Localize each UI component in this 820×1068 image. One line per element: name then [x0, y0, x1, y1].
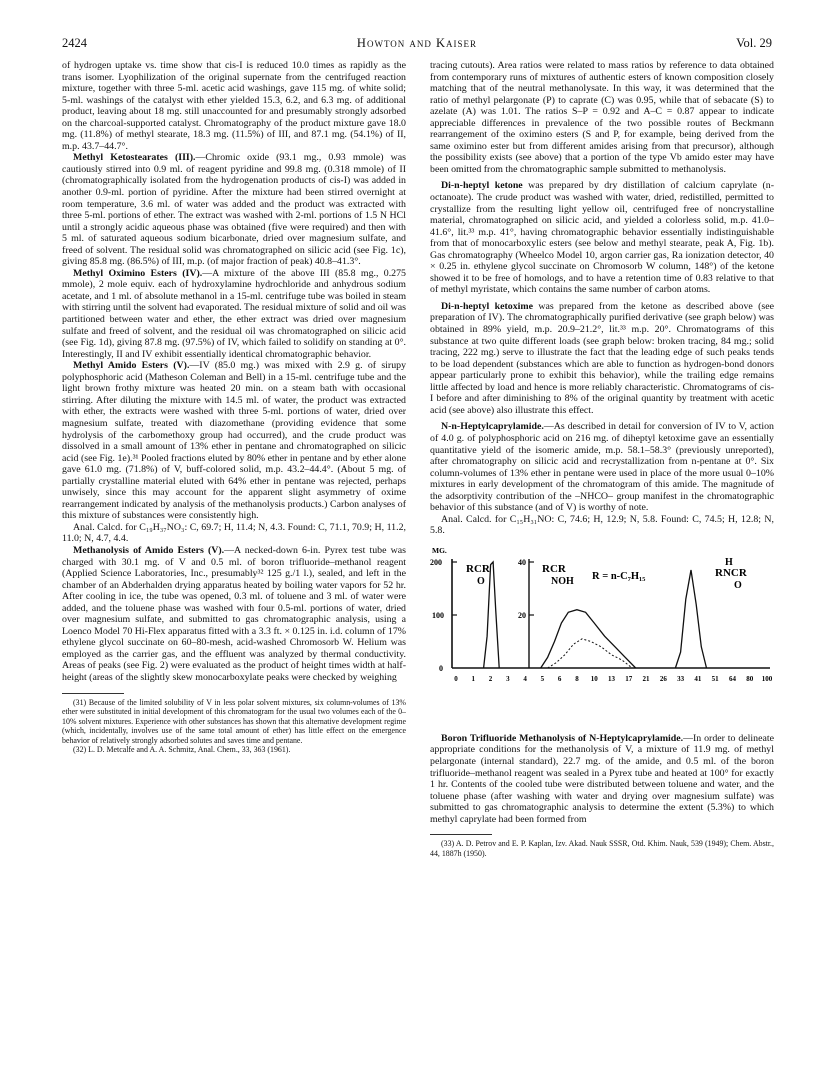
paragraph: of hydrogen uptake vs. time show that cis-I is reduced 10.0 times as rapidly as the trans isomer. Lyophilization of the original supernate from the centrifuged reaction mixture, together with three 5-ml. acetic acid washings, gave 115 mg. of white solid; 5-ml. washings of the catalyst with ether yielded 15.3, 6.2, and 6.3 mg. of additional product, leaving about 18 mg. still unaccounted for and presumably strongly adsorbed on the charcoal-supported catalyst. Chromatography of the product mixture gave 18.0 mg. (11.8%) of methyl stearate, 18.3 mg. (11.5%) of III, and 87.1 mg. (54.1%) of II, m.p. 43.7–44.7°. [62, 60, 406, 152]
paragraph-text: —IV (85.0 mg.) was mixed with 2.9 g. of sirupy polyphosphoric acid (Matheson Coleman and Bell) in a 15-ml. centrifuge tube and the light brown frothy mixture was heated 20 min. on a steam bath with occasional stirring. After diluting the mixture with 14.5 ml. of water, the product was extracted with ether, the extracts were washed with three 5-ml. portions of water, dried over magnesium sulfate, treated with diazomethane (providing evidence that some hydrolysis of the carbomethoxy group had occurred), and the crude product was dissolved in a small amount of 13% ether in pentane and chromatographed on silicic acid (see Fig. 1e).³¹ Pooled fractions eluted by 80% ether in pentane and by ether alone gave 61.0 mg. (71.8%) of V, buff-colored solid, m.p. 43.2–44.4°. (About 5 mg. of partially crystalline material eluted with 64% ether in pentane was rejected, perhaps unwisely, since this may account for the apparent slight asymmetry of oxime rearrangement indicated by analysis of the methanolysis products.) Carbon analyses of this mixture of substances were consistently high. [62, 360, 407, 522]
y-unit-label: MG. [432, 545, 447, 555]
paragraph-text: —In order to delineate appropriate conditions for the methanolysis of V, a mixture of 11.9 mg. of methyl pelargonate (internal standard), 22.7 mg. of the amide, and 0.5 ml. of the boron trifluoride–methanol reagent was sealed in a Pyrex tube and heated at 100° for exactly 1 hr. Contents of the cooled tube were distributed between toluene and water, and the toluene phase (after washing with water and drying over magnesium sulfate) was submitted to gas chromatographic analysis to determine the extent (5.3%) to which methyl caprylate had been formed from [430, 732, 774, 825]
x-tick-label: 4 [523, 674, 527, 683]
right-column [430, 60, 774, 858]
y-tick-100: 100 [432, 610, 444, 620]
analysis: Anal. Calcd. for C₁₉H₃₇NO₃: C, 69.7; H, 11.4; N, 4.3. Found: C, 71.1, 70.9; H, 11.2, 11.0; N, 4.7, 4.4. [62, 521, 406, 545]
paragraph-text: —A necked-down 6-in. Pyrex test tube was charged with 30.1 mg. of V and 0.5 ml. of boron trifluoride–methanol reagent (Applied Science Laboratories, Inc., presumably³² 125 g./1 l.), sealed, and left in the chamber of an Abderhalden drying apparatus heated by boiling water vapors for 52 hr. After cooling in ice, the tube was opened, 0.3 ml. of toluene and 3 ml. of water were added, and the toluene phase was washed with four 0.5-ml. portions of water, dried over magnesium sulfate, and submitted to gas chromatographic analysis, using a Loenco Model 70 Hi-Flex apparatus fitted with a 3.3 ft. × 0.125 in. i.d. column of 17% ethylene glycol succinate on 60–80-mesh, acid-washed Chromosorb W. Helium was employed as the carrier gas, and the effluent was analyzed by thermal conductivity. Areas of peaks (see Fig. 2) were evaluated as the product of height times width at half-height (areas of the slightly skew monocarboxylate peaks were checked by weighing [62, 544, 406, 683]
footnote-33: (33) A. D. Petrov and E. P. Kaplan, Izv. Akad. Nauk SSSR, Otd. Khim. Nauk, 539 (1949); Chem. Abstr., 44, 1887h (1950). [430, 839, 774, 858]
paragraph [62, 268, 406, 360]
paragraph-text: —A mixture of the above III (85.8 mg., 0.275 mmole), 2 mole equiv. each of hydroxylamine hydrochloride and anhydrous sodium acetate, and 1 ml. of absolute methanol in a 15-ml. centrifuge tube was boiled in steam with stirring until the solvent had evaporated. The residual mixture of solid and oil was partitioned between water and ether, the ether extract was dried over magnesium sulfate and freed of solvent, and the residual oil was chromatographed on silicic acid (see Fig. 1d), giving 87.8 mg. (97.5%) of IV, which failed to solidify on standing at 0°. Interestingly, II and IV exhibit essentially identical chromatographic behavior. [62, 267, 406, 360]
paragraph [430, 180, 774, 295]
chromatogram-figure [430, 543, 774, 729]
running-title: Howton and Kaiser [356, 36, 478, 50]
paragraph: tracing cutouts). Area ratios were related to mass ratios by reference to data obtained from contemporary runs of mixtures of authentic esters of known composition closely matching that of the neutral methanolysate. In this way, it was determined that the ratio of methyl pelargonate (P) to caprate (C) was 0.95, while that of sebacate (S) to azelate (A) was 1.01. The ratios S–P = 0.92 and A–C = 0.87 appear to indicate appreciable differences in prevalence of the two possible routes of Beckmann rearrangement of the oximino esters (S and P, for example, being derived from the same oximino ester but from different amides arising from that precursor), although the possibility exists (see above) that a portion of the type Vb amido ester may have been omitted from the chromatographic sample submitted to methanolysis. [430, 60, 774, 175]
x-tick-labels [454, 675, 773, 683]
x-tick-label: 8 [575, 674, 579, 683]
ketone-oxygen: O [477, 575, 485, 587]
footnote-32: (32) L. D. Metcalfe and A. A. Schmitz, Anal. Chem., 33, 363 (1961). [73, 745, 291, 755]
x-tick-label: 3 [506, 674, 510, 683]
paragraph [430, 733, 774, 825]
x-tick-label: 64 [728, 674, 736, 683]
x-tick-label: 41 [694, 674, 702, 683]
section-heading: Boron Trifluoride Methanolysis of N-Heptylcaprylamide. [441, 732, 684, 744]
section-heading: Methyl Ketostearates (III). [73, 152, 196, 164]
paragraph [62, 545, 406, 684]
chromatogram-chart [430, 543, 774, 729]
inner-y-tick-20: 20 [518, 610, 526, 620]
x-tick-label: 0 [454, 674, 458, 683]
y-tick-0: 0 [439, 663, 443, 673]
footnote-31: (31) Because of the limited solubility of V in less polar solvent mixtures, six column-volumes of 13% ether were substituted in initial development of this chromatogram for the usual two volumes each of the 0–10% solvent mixtures. Experience with other substances has shown that this alternative development regime (which, incidentally, involves use of the same total amount of ether) has little effect on the emergence behavior of relatively strongly adsorbed solutes and saves time and pentane. [62, 697, 406, 745]
page-number: 2424 [62, 36, 87, 50]
x-tick-label: 13 [608, 674, 615, 683]
oxime-group: NOH [551, 575, 574, 587]
peak-trace-oxime-solid [541, 610, 636, 668]
paragraph-text: was prepared by dry distillation of calcium caprylate (n-octanoate). The crude product was washed with water, dried, redistilled, permitted to crystallize from the resulting light yellow oil, centrifuged free of noncrystalline material, chromatographed on silicic acid, and yielded a colorless solid, m.p. 41.0–41.6°, lit.³³ m.p. 41°, having chromatographic behavior essentially indistinguishable from that of monocarboxylic esters (see below and methyl stearate, peak A, Fig. 1b). Gas chromatography (Wheelco Model 10, argon carrier gas, Ra ionization detector, 40 × 0.25 in. ethylene glycol succinate on Chromosorb W column, 148°) of the ketone showed it to be free of homologs, and to have a retention time of 0.83 relative to that of methyl myristate, which contains the same number of carbon atoms. [430, 180, 774, 296]
paragraph-text: —Chromic oxide (93.1 mg., 0.93 mmole) was cautiously stirred into 0.9 ml. of reagent pyridine and 99.8 mg. (0.318 mmole) of II (chromatographically isolated from the hydrogenation products of cis-I) was added in another 0.9-ml. portion of pyridine. After the mixture had been stirred overnight at room temperature, 3.6 ml. of water was added and the product was extracted with three 5-ml. portions of ether. The extract was washed with 2-ml. portions of 1.5 N HCl until a strongly acidic aqueous phase was obtained (five were required) and then with 5 ml. of saturated aqueous sodium bicarbonate, dried over magnesium sulfate, and freed of solvent. The residual solid was chromatographed on silicic acid (see Fig. 1c), giving 85.8 mg. (86.5%) of III, m.p. (of major fraction of peak) 40.8–41.3°. [62, 152, 406, 268]
paragraph [430, 421, 774, 513]
paragraph [62, 152, 406, 267]
amide-oxygen: O [734, 579, 742, 591]
section-heading: Methyl Oximino Esters (IV). [73, 267, 203, 279]
section-heading: Methyl Amido Esters (V). [73, 360, 190, 372]
x-tick-label: 21 [642, 674, 650, 683]
footnote-divider [430, 834, 492, 835]
x-tick-label: 33 [677, 674, 685, 683]
volume-label: Vol. 29 [736, 36, 772, 50]
x-tick-label: 100 [761, 674, 773, 683]
x-tick-label: 5 [540, 674, 545, 683]
r-definition: R = n-C₇H₁₅ [592, 570, 646, 582]
x-tick-label: 51 [711, 674, 719, 683]
y-tick-200: 200 [430, 557, 442, 567]
paragraph [430, 301, 774, 416]
section-heading: N-n-Heptylcaprylamide. [441, 421, 544, 433]
peak-trace-oxime-broken [548, 639, 633, 668]
x-tick-label: 1 [471, 674, 476, 683]
x-tick-label: 10 [590, 674, 598, 683]
x-tick-label: 17 [625, 674, 633, 683]
left-column [62, 60, 406, 755]
oxime-label: RCR [542, 562, 566, 575]
paragraph [62, 360, 406, 522]
x-tick-label: 2 [488, 674, 493, 683]
peak-trace-ketone [484, 562, 500, 668]
x-tick-label: 6 [557, 674, 562, 683]
amide-h: H [725, 556, 733, 568]
paragraph-text: was prepared from the ketone as described above (see preparation of IV). The chromatographically purified derivative (see graph below) was obtained in 89% yield, m.p. 20.9–21.2°, lit.³³ m.p. 20°. Chromatograms of this substance at two quite different loads (see graph below: broken tracing, 84 mg.; solid tracing, 222 mg.) serve to illustrate the fact that the leading edge of such peaks tends to be load dependent (substances which are able to function as hydrogen-bond donors appear particularly prone to exhibit this behavior), while the trailing edge remains little affected by load and hence is more reliably characteristic. Chromatograms of cis-I before and after diminishing to 8% of the original quantity by treatment with acetic acid (see above) also illustrate this effect. [430, 300, 774, 416]
ketone-label: RCR [466, 562, 490, 575]
running-header [62, 36, 772, 52]
inner-y-tick-40: 40 [518, 557, 526, 567]
paragraph-text: —As described in detail for conversion of IV to V, action of 4.0 g. of polyphosphoric acid on 216 mg. of diheptyl ketoxime gave an essentially quantitative yield of the isomeric amide, m.p. 58.1–58.3° (previously unreported), after chromatography on silicic acid and recrystallization from n-pentane at 0°. Six column-volumes of 13% ether in pentane were used in place of the more usual 0–10% mixtures in early development of the chromatogram of this amide. The magnitude of the adsorptivity contribution of the –NHCO– group manifest in the chromatographic behavior of this substance (and of V) is worthy of note. [430, 421, 774, 514]
x-tick-label: 80 [746, 674, 754, 683]
amide-label: RNCR [715, 566, 747, 579]
peak-trace-amide [675, 570, 706, 668]
section-heading: Di-n-heptyl ketone [441, 180, 523, 192]
section-heading: Methanolysis of Amido Esters (V). [73, 544, 225, 556]
analysis: Anal. Calcd. for C₁₅H₃₁NO: C, 74.6; H, 12.9; N, 5.8. Found: C, 74.5; H, 12.8; N, 5.8. [430, 513, 774, 537]
section-heading: Di-n-heptyl ketoxime [441, 300, 534, 312]
footnote-divider [62, 693, 124, 694]
x-tick-label: 26 [659, 674, 667, 683]
